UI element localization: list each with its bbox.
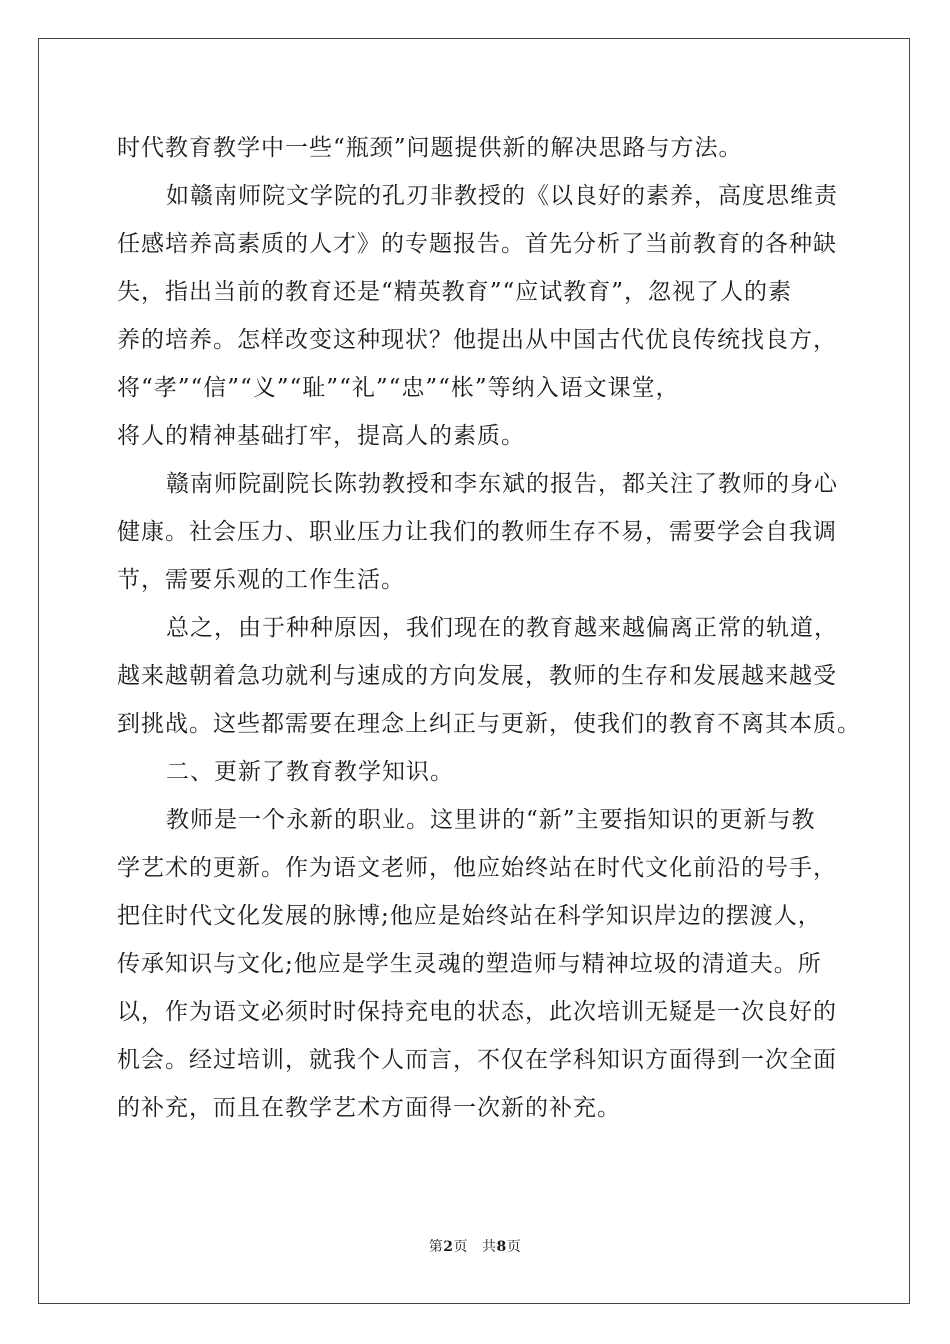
text-line: 将人的精神基础打牢，提高人的素质。 <box>117 423 525 449</box>
total-suffix: 页 <box>506 1239 522 1255</box>
text-line: 以，作为语文必须时时保持充电的状态，此次培训无疑是一次良好的 <box>117 999 837 1025</box>
text-line: 到挑战。这些都需要在理念上纠正与更新，使我们的教育不离其本质。 <box>117 711 861 737</box>
page-footer <box>0 1236 950 1256</box>
page-suffix: 页 <box>453 1239 468 1255</box>
text-line: 越来越朝着急功就利与速成的方向发展，教师的生存和发展越来越受 <box>117 663 837 689</box>
text-line: 任感培养高素质的人才》的专题报告。首先分析了当前教育的各种缺 <box>117 231 837 257</box>
text-line: 机会。经过培训，就我个人而言，不仅在学科知识方面得到一次全面 <box>117 1047 837 1073</box>
text-line: 学艺术的更新。作为语文老师，他应始终站在时代文化前沿的号手， <box>117 855 837 881</box>
paragraph-start-line: 赣南师院副院长陈勃教授和李东斌的报告，都关注了教师的身心 <box>166 471 838 497</box>
total-pages: 8 <box>496 1239 507 1255</box>
page-number: 2 <box>443 1239 454 1255</box>
paragraph-start-line: 教师是一个永新的职业。这里讲的“新”主要指知识的更新与教 <box>166 807 816 833</box>
section-heading: 二、更新了教育教学知识。 <box>166 759 454 785</box>
text-line: 把住时代文化发展的脉博;他应是始终站在科学知识岸边的摆渡人， <box>117 903 822 929</box>
paragraph-start-line: 如赣南师院文学院的孔刃非教授的《以良好的素养，高度思维责 <box>166 183 838 209</box>
paragraph-start-line: 总之，由于种种原因，我们现在的教育越来越偏离正常的轨道， <box>166 615 838 641</box>
document-body <box>117 124 861 1132</box>
total-prefix: 共 <box>482 1239 497 1255</box>
text-line: 时代教育教学中一些“瓶颈”问题提供新的解决思路与方法。 <box>117 135 743 161</box>
text-line: 失，指出当前的教育还是“精英教育”“应试教育”，忽视了人的素 <box>117 279 793 305</box>
text-line: 节，需要乐观的工作生活。 <box>117 567 405 593</box>
page-prefix: 第 <box>428 1239 444 1255</box>
text-line: 的补充，而且在教学艺术方面得一次新的补充。 <box>117 1095 621 1121</box>
text-line: 健康。社会压力、职业压力让我们的教师生存不易，需要学会自我调 <box>117 519 837 545</box>
text-line: 将“孝”“信”“义”“耻”“礼”“忠”“枨”等纳入语文课堂， <box>117 375 680 401</box>
text-line: 养的培养。怎样改变这种现状？他提出从中国古代优良传统找良方， <box>117 327 837 353</box>
text-line: 传承知识与文化;他应是学生灵魂的塑造师与精神垃圾的清道夫。所 <box>117 951 822 977</box>
